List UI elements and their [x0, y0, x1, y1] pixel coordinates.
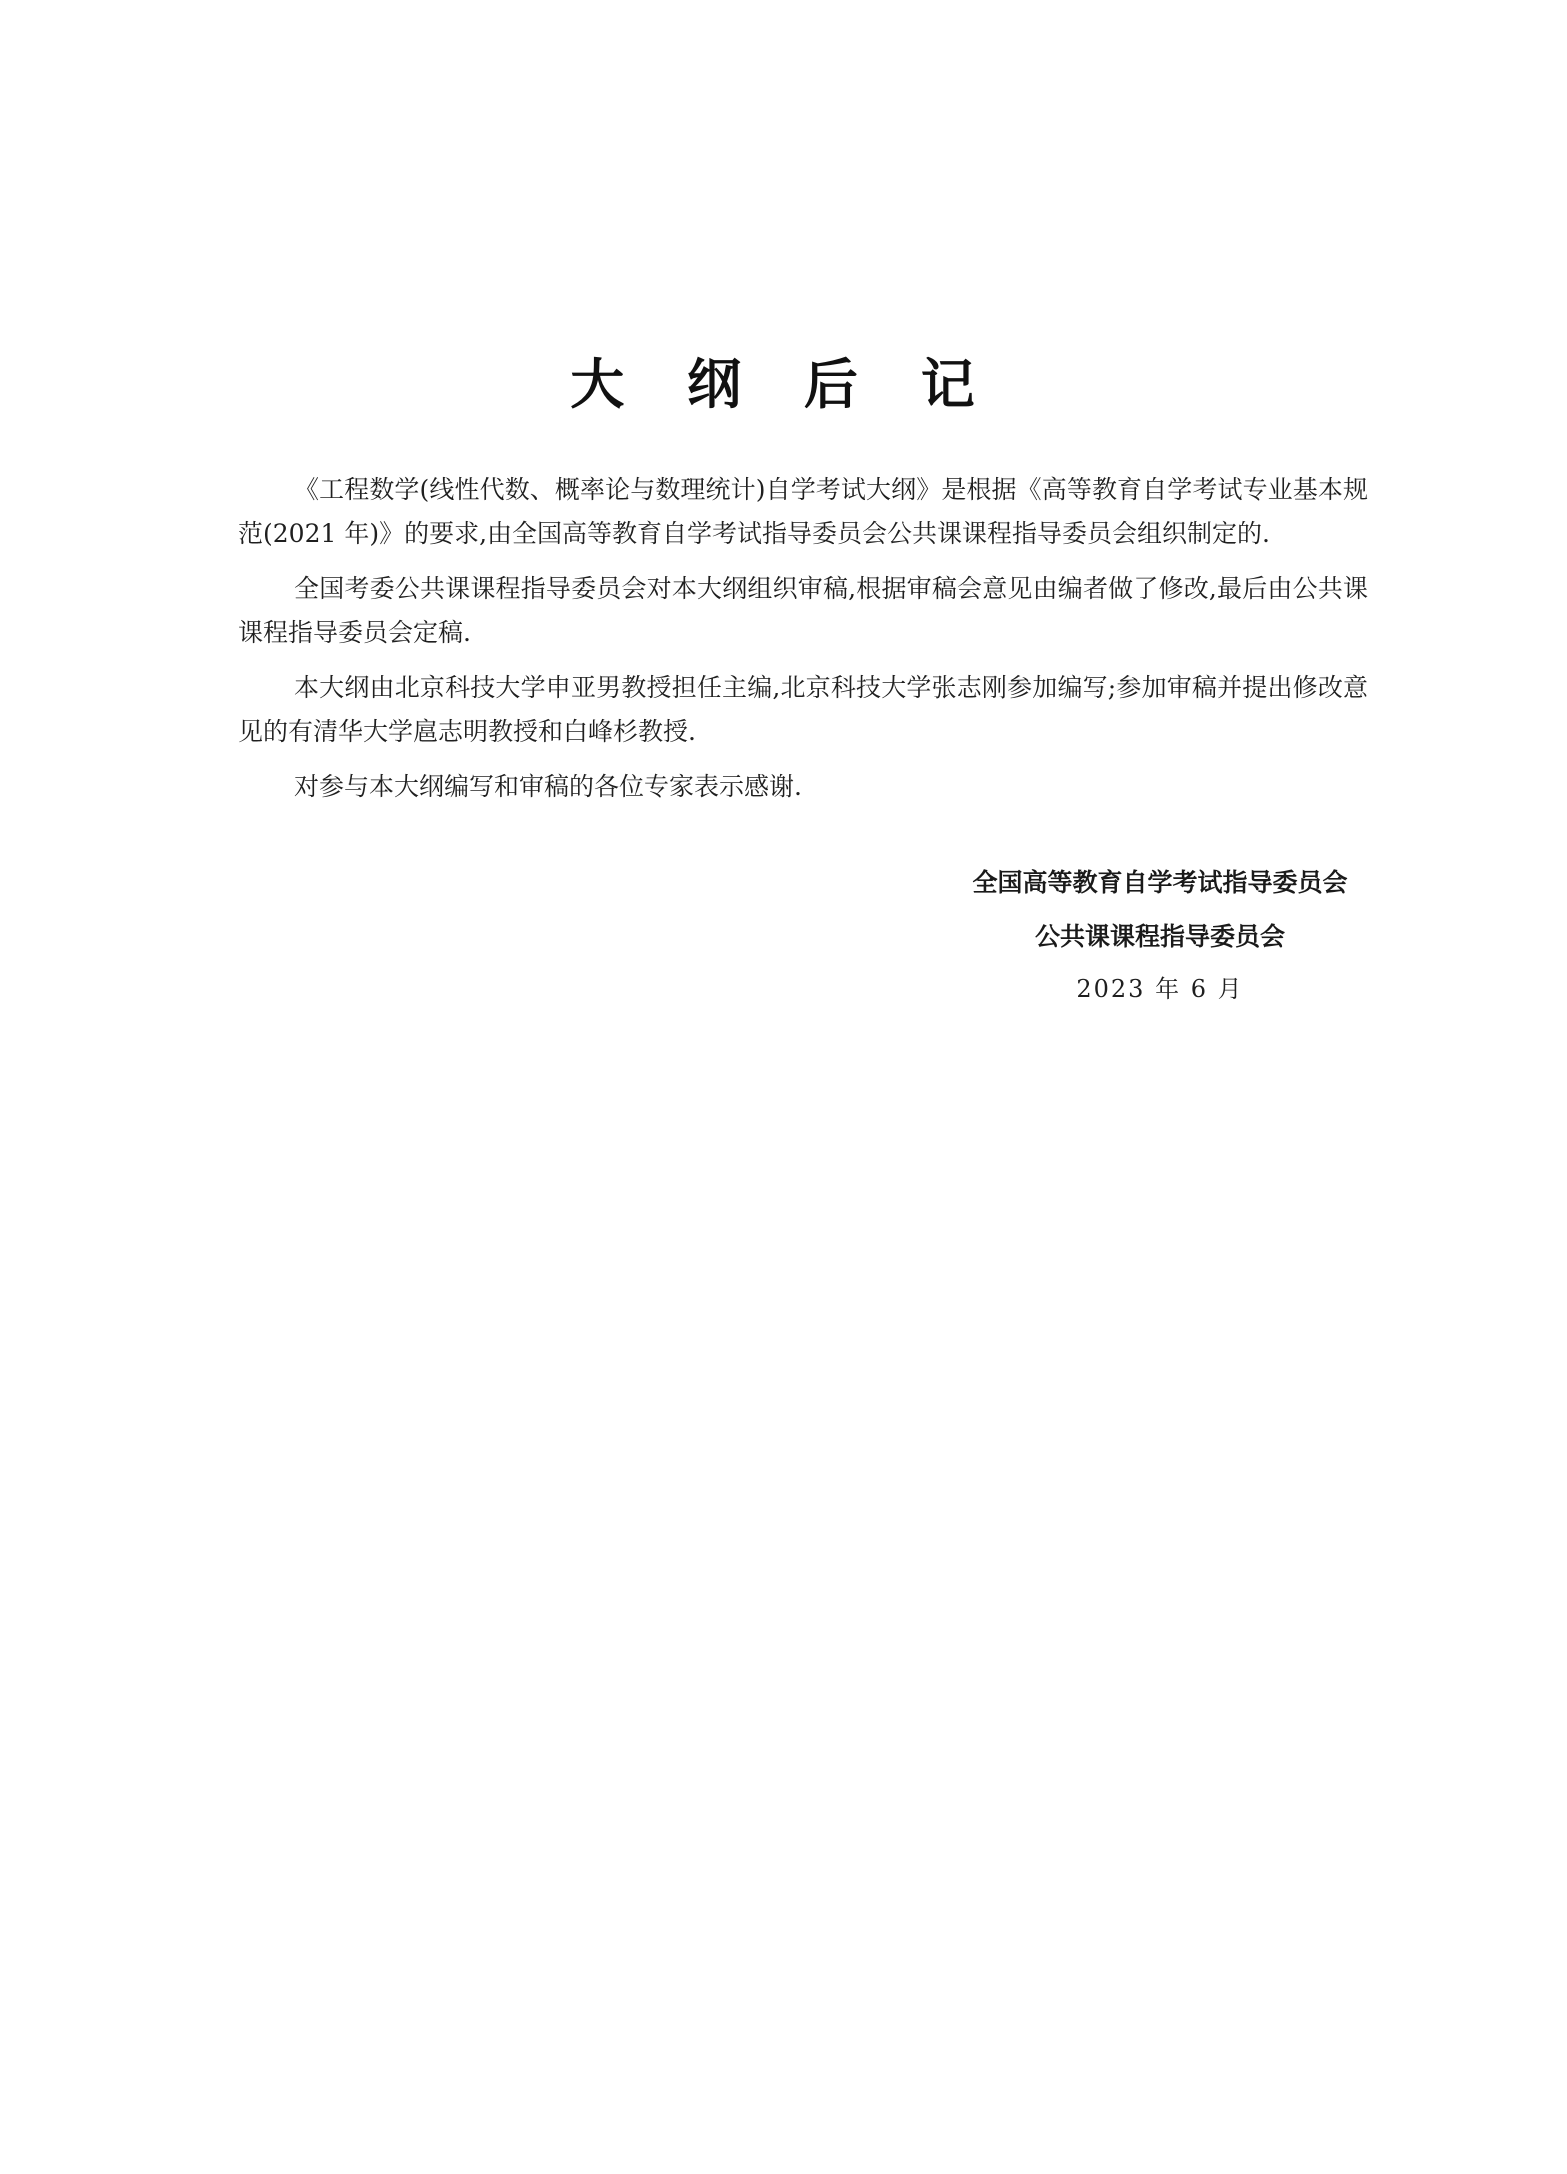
paragraph-1: 《工程数学(线性代数、概率论与数理统计)自学考试大纲》是根据《高等教育自学考试专业基本规范(2021 年)》的要求,由全国高等教育自学考试指导委员会公共课课程指导委员会组织制定的.	[238, 475, 1368, 548]
paragraph-3: 本大纲由北京科技大学申亚男教授担任主编,北京科技大学张志刚参加编写;参加审稿并提出修改意见的有清华大学扈志明教授和白峰杉教授.	[238, 673, 1368, 746]
page-title: 大 纲 后 记	[570, 353, 997, 416]
paragraph-2: 全国考委公共课课程指导委员会对本大纲组织审稿,根据审稿会意见由编者做了修改,最后由公共课课程指导委员会定稿.	[238, 574, 1368, 647]
signature-date: 2023 年 6 月	[1076, 975, 1244, 1003]
afterword-body	[238, 468, 1368, 820]
signature-block	[900, 856, 1420, 1014]
paragraph-4: 对参与本大纲编写和审稿的各位专家表示感谢.	[294, 772, 802, 801]
signature-organization: 全国高等教育自学考试指导委员会	[972, 868, 1348, 897]
signature-committee: 公共课课程指导委员会	[1034, 922, 1285, 951]
